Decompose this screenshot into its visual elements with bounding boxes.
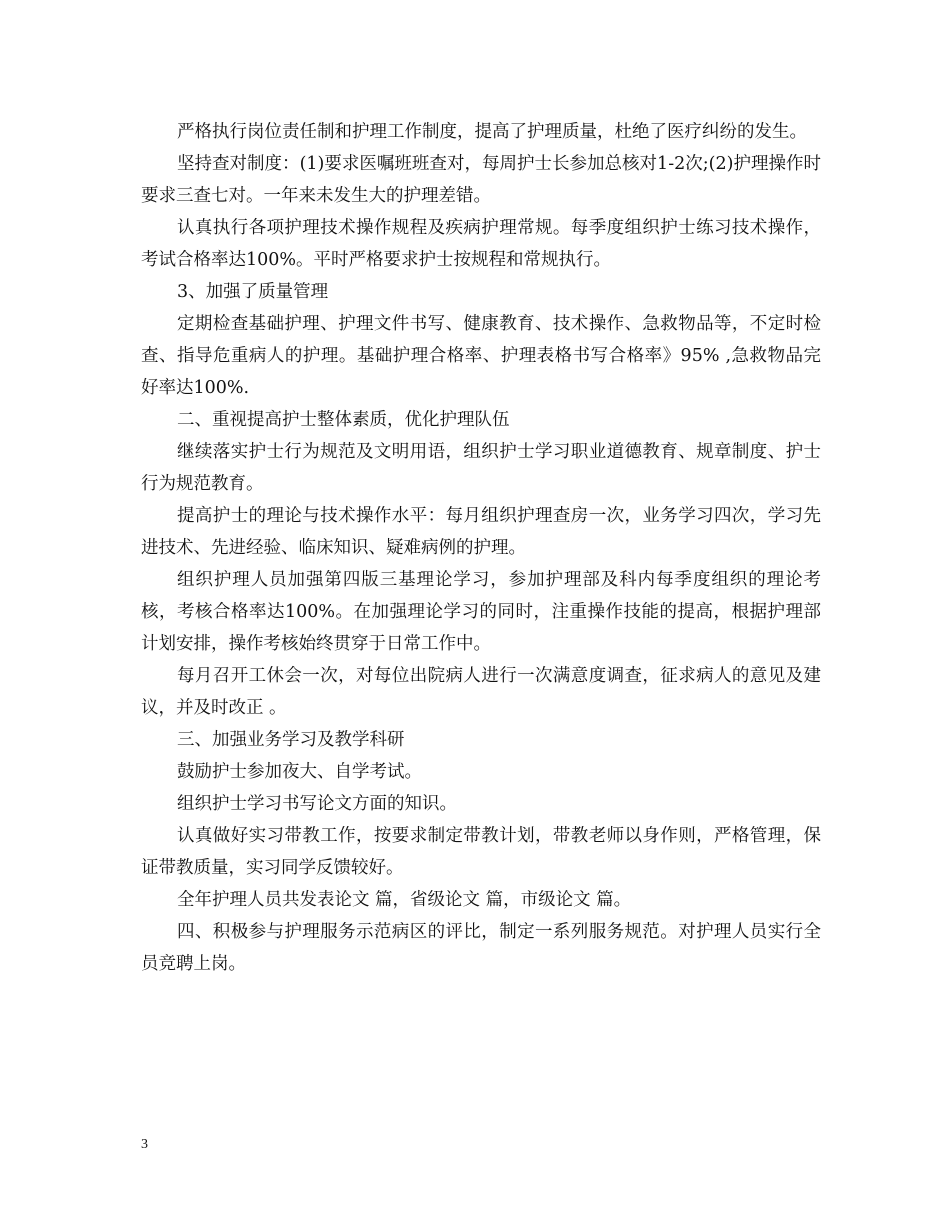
paragraph: 组织护理人员加强第四版三基理论学习，参加护理部及科内每季度组织的理论考核，考核合格率达100%。在加强理论学习的同时，注重操作技能的提高，根据护理部计划安排，操作考核始终贯穿于日常工作中。 [141,570,821,654]
paragraph: 全年护理人员共发表论文 篇，省级论文 篇，市级论文 篇。 [177,890,632,910]
paragraph: 认真执行各项护理技术操作规程及疾病护理常规。每季度组织护士练习技术操作，考试合格率达100%。平时严格要求护士按规程和常规执行。 [141,218,821,270]
paragraph: 鼓励护士参加夜大、自学考试。 [177,762,422,782]
paragraph: 提高护士的理论与技术操作水平：每月组织护理查房一次，业务学习四次，学习先进技术、先进经验、临床知识、疑难病例的护理。 [141,506,821,558]
section-heading: 二、重视提高护士整体素质，优化护理队伍 [177,410,510,430]
paragraph: 认真做好实习带教工作，按要求制定带教计划，带教老师以身作则，严格管理，保证带教质量，实习同学反馈较好。 [141,826,821,878]
section-heading: 3、加强了质量管理 [177,282,329,302]
paragraph: 每月召开工休会一次，对每位出院病人进行一次满意度调查，征求病人的意见及建议，并及时改正 。 [141,666,821,718]
paragraph: 坚持查对制度：(1)要求医嘱班班查对，每周护士长参加总核对1-2次;(2)护理操作时要求三查七对。一年来未发生大的护理差错。 [141,154,821,206]
document-body [141,116,821,980]
paragraph: 定期检查基础护理、护理文件书写、健康教育、技术操作、急救物品等，不定时检查、指导危重病人的护理。基础护理合格率、护理表格书写合格率》95% ,急救物品完好率达100%. [141,314,821,398]
paragraph: 严格执行岗位责任制和护理工作制度，提高了护理质量，杜绝了医疗纠纷的发生。 [177,122,807,142]
page-number: 3 [141,1137,148,1152]
paragraph: 组织护士学习书写论文方面的知识。 [177,794,457,814]
paragraph: 继续落实护士行为规范及文明用语，组织护士学习职业道德教育、规章制度、护士行为规范教育。 [141,442,821,494]
section-heading: 四、积极参与护理服务示范病区的评比，制定一系列服务规范。对护理人员实行全员竞聘上岗。 [141,922,821,974]
section-heading: 三、加强业务学习及教学科研 [177,730,405,750]
